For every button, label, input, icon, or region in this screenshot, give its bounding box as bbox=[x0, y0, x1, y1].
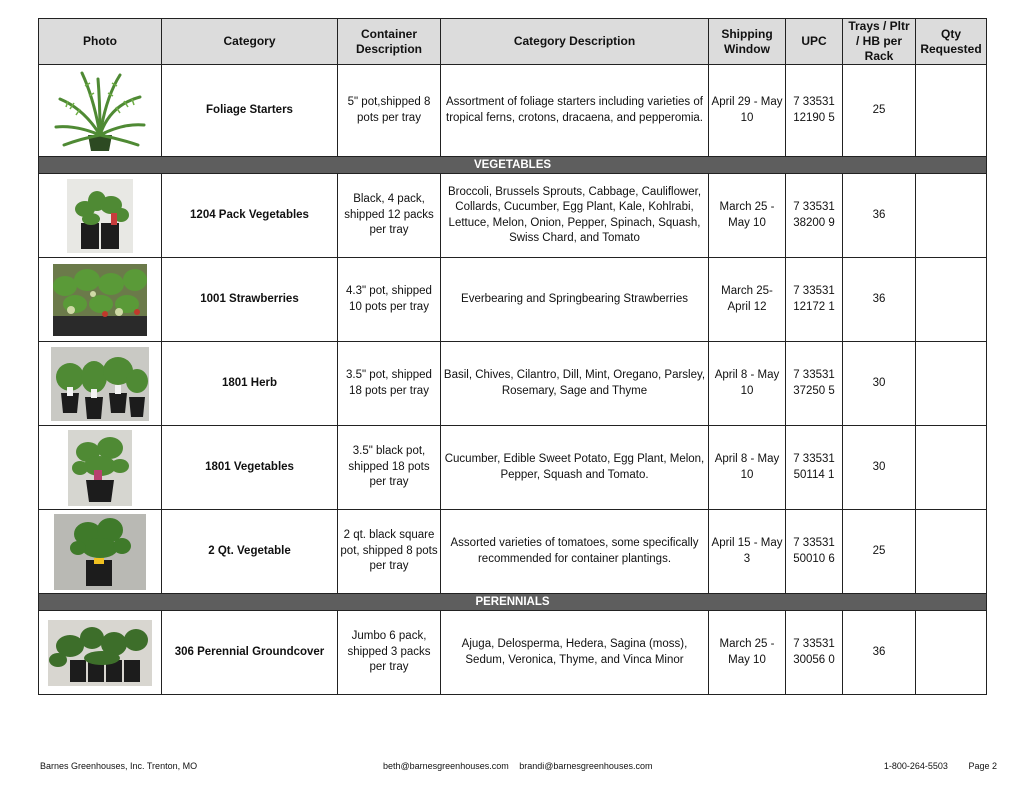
table-row bbox=[39, 65, 987, 157]
description-cell: Basil, Chives, Cilantro, Dill, Mint, Oregano, Parsley, Rosemary, Sage and Thyme bbox=[441, 342, 709, 426]
upc-cell: 7 33531 50114 1 bbox=[786, 426, 843, 510]
upc-cell: 7 33531 50010 6 bbox=[786, 510, 843, 594]
upc-cell: 7 33531 30056 0 bbox=[786, 611, 843, 695]
container-cell: 5" pot,shipped 8 pots per tray bbox=[338, 65, 441, 157]
photo-cell bbox=[39, 611, 162, 695]
category-cell: 1801 Vegetables bbox=[162, 426, 338, 510]
trays-cell: 30 bbox=[843, 426, 916, 510]
trays-cell: 25 bbox=[843, 65, 916, 157]
upc-cell: 7 33531 37250 5 bbox=[786, 342, 843, 426]
strawberry-tray-icon bbox=[53, 264, 147, 336]
shipping-cell: April 29 - May 10 bbox=[709, 65, 786, 157]
fern-plant-icon bbox=[54, 69, 146, 153]
header-trays: Trays / Pltr / HB per Rack bbox=[843, 19, 916, 65]
upc-cell: 7 33531 38200 9 bbox=[786, 174, 843, 258]
shipping-cell: March 25 - May 10 bbox=[709, 174, 786, 258]
description-cell: Cucumber, Edible Sweet Potato, Egg Plant, Melon, Pepper, Squash and Tomato. bbox=[441, 426, 709, 510]
header-qty-requested: Qty Requested bbox=[916, 19, 987, 65]
photo-cell bbox=[39, 65, 162, 157]
qty-cell[interactable] bbox=[916, 174, 987, 258]
qty-cell[interactable] bbox=[916, 258, 987, 342]
trays-cell: 36 bbox=[843, 611, 916, 695]
herb-pots-icon bbox=[51, 347, 149, 421]
upc-cell: 7 33531 12190 5 bbox=[786, 65, 843, 157]
table-row bbox=[39, 342, 987, 426]
vegetable-pack-icon bbox=[67, 179, 133, 253]
category-cell: 2 Qt. Vegetable bbox=[162, 510, 338, 594]
table-row bbox=[39, 611, 987, 695]
trays-cell: 36 bbox=[843, 258, 916, 342]
category-cell: 1801 Herb bbox=[162, 342, 338, 426]
photo-cell bbox=[39, 510, 162, 594]
footer-contact bbox=[884, 761, 997, 771]
footer-phone: 1-800-264-5503 bbox=[883, 761, 948, 771]
description-cell: Everbearing and Springbearing Strawberries bbox=[441, 258, 709, 342]
category-cell: Foliage Starters bbox=[162, 65, 338, 157]
header-category: Category bbox=[162, 19, 338, 65]
header-container-description: Container Description bbox=[338, 19, 441, 65]
category-cell: 1204 Pack Vegetables bbox=[162, 174, 338, 258]
photo-cell bbox=[39, 342, 162, 426]
upc-cell: 7 33531 12172 1 bbox=[786, 258, 843, 342]
photo-cell bbox=[39, 174, 162, 258]
description-cell: Assorted varieties of tomatoes, some specifically recommended for container plantings. bbox=[441, 510, 709, 594]
footer-company: Barnes Greenhouses, Inc. Trenton, MO bbox=[40, 761, 198, 771]
header-upc: UPC bbox=[786, 19, 843, 65]
trays-cell: 25 bbox=[843, 510, 916, 594]
photo-cell bbox=[39, 426, 162, 510]
table-row bbox=[39, 510, 987, 594]
section-label: VEGETABLES bbox=[39, 157, 987, 174]
container-cell: 4.3" pot, shipped 10 pots per tray bbox=[338, 258, 441, 342]
shipping-cell: March 25 - May 10 bbox=[709, 611, 786, 695]
footer-email-brandi[interactable]: brandi@barnesgreenhouses.com bbox=[519, 761, 653, 771]
category-cell: 306 Perennial Groundcover bbox=[162, 611, 338, 695]
header-row bbox=[39, 19, 987, 65]
header-category-description: Category Description bbox=[441, 19, 709, 65]
section-header-perennials bbox=[39, 594, 987, 611]
shipping-cell: April 8 - May 10 bbox=[709, 342, 786, 426]
footer-page-number: Page 2 bbox=[968, 761, 997, 771]
qty-cell[interactable] bbox=[916, 65, 987, 157]
qty-cell[interactable] bbox=[916, 342, 987, 426]
shipping-cell: April 8 - May 10 bbox=[709, 426, 786, 510]
footer-emails bbox=[383, 761, 652, 771]
shipping-cell: March 25- April 12 bbox=[709, 258, 786, 342]
qty-cell[interactable] bbox=[916, 611, 987, 695]
tomato-pot-icon bbox=[54, 514, 146, 590]
table-row bbox=[39, 426, 987, 510]
table-row bbox=[39, 174, 987, 258]
container-cell: Jumbo 6 pack, shipped 3 packs per tray bbox=[338, 611, 441, 695]
photo-cell bbox=[39, 258, 162, 342]
container-cell: 2 qt. black square pot, shipped 8 pots per tray bbox=[338, 510, 441, 594]
category-cell: 1001 Strawberries bbox=[162, 258, 338, 342]
header-shipping-window: Shipping Window bbox=[709, 19, 786, 65]
shipping-cell: April 15 - May 3 bbox=[709, 510, 786, 594]
groundcover-pack-icon bbox=[48, 620, 152, 686]
qty-cell[interactable] bbox=[916, 426, 987, 510]
product-order-table bbox=[38, 18, 987, 695]
section-header-vegetables bbox=[39, 157, 987, 174]
table-row bbox=[39, 258, 987, 342]
footer-email-beth[interactable]: beth@barnesgreenhouses.com bbox=[383, 761, 509, 771]
container-cell: 3.5" black pot, shipped 18 pots per tray bbox=[338, 426, 441, 510]
header-photo: Photo bbox=[39, 19, 162, 65]
container-cell: Black, 4 pack, shipped 12 packs per tray bbox=[338, 174, 441, 258]
trays-cell: 36 bbox=[843, 174, 916, 258]
container-cell: 3.5" pot, shipped 18 pots per tray bbox=[338, 342, 441, 426]
trays-cell: 30 bbox=[843, 342, 916, 426]
description-cell: Broccoli, Brussels Sprouts, Cabbage, Cauliflower, Collards, Cucumber, Egg Plant, Kale, Kohlrabi, Lettuce, Melon, Onion, Pepper, Spinach, Squash, Swiss Chard, and Tomato bbox=[441, 174, 709, 258]
qty-cell[interactable] bbox=[916, 510, 987, 594]
description-cell: Assortment of foliage starters including varieties of tropical ferns, crotons, dracaena, and pepperomia. bbox=[441, 65, 709, 157]
vegetable-pot-icon bbox=[68, 430, 132, 506]
description-cell: Ajuga, Delosperma, Hedera, Sagina (moss), Sedum, Veronica, Thyme, and Vinca Minor bbox=[441, 611, 709, 695]
section-label: PERENNIALS bbox=[39, 594, 987, 611]
